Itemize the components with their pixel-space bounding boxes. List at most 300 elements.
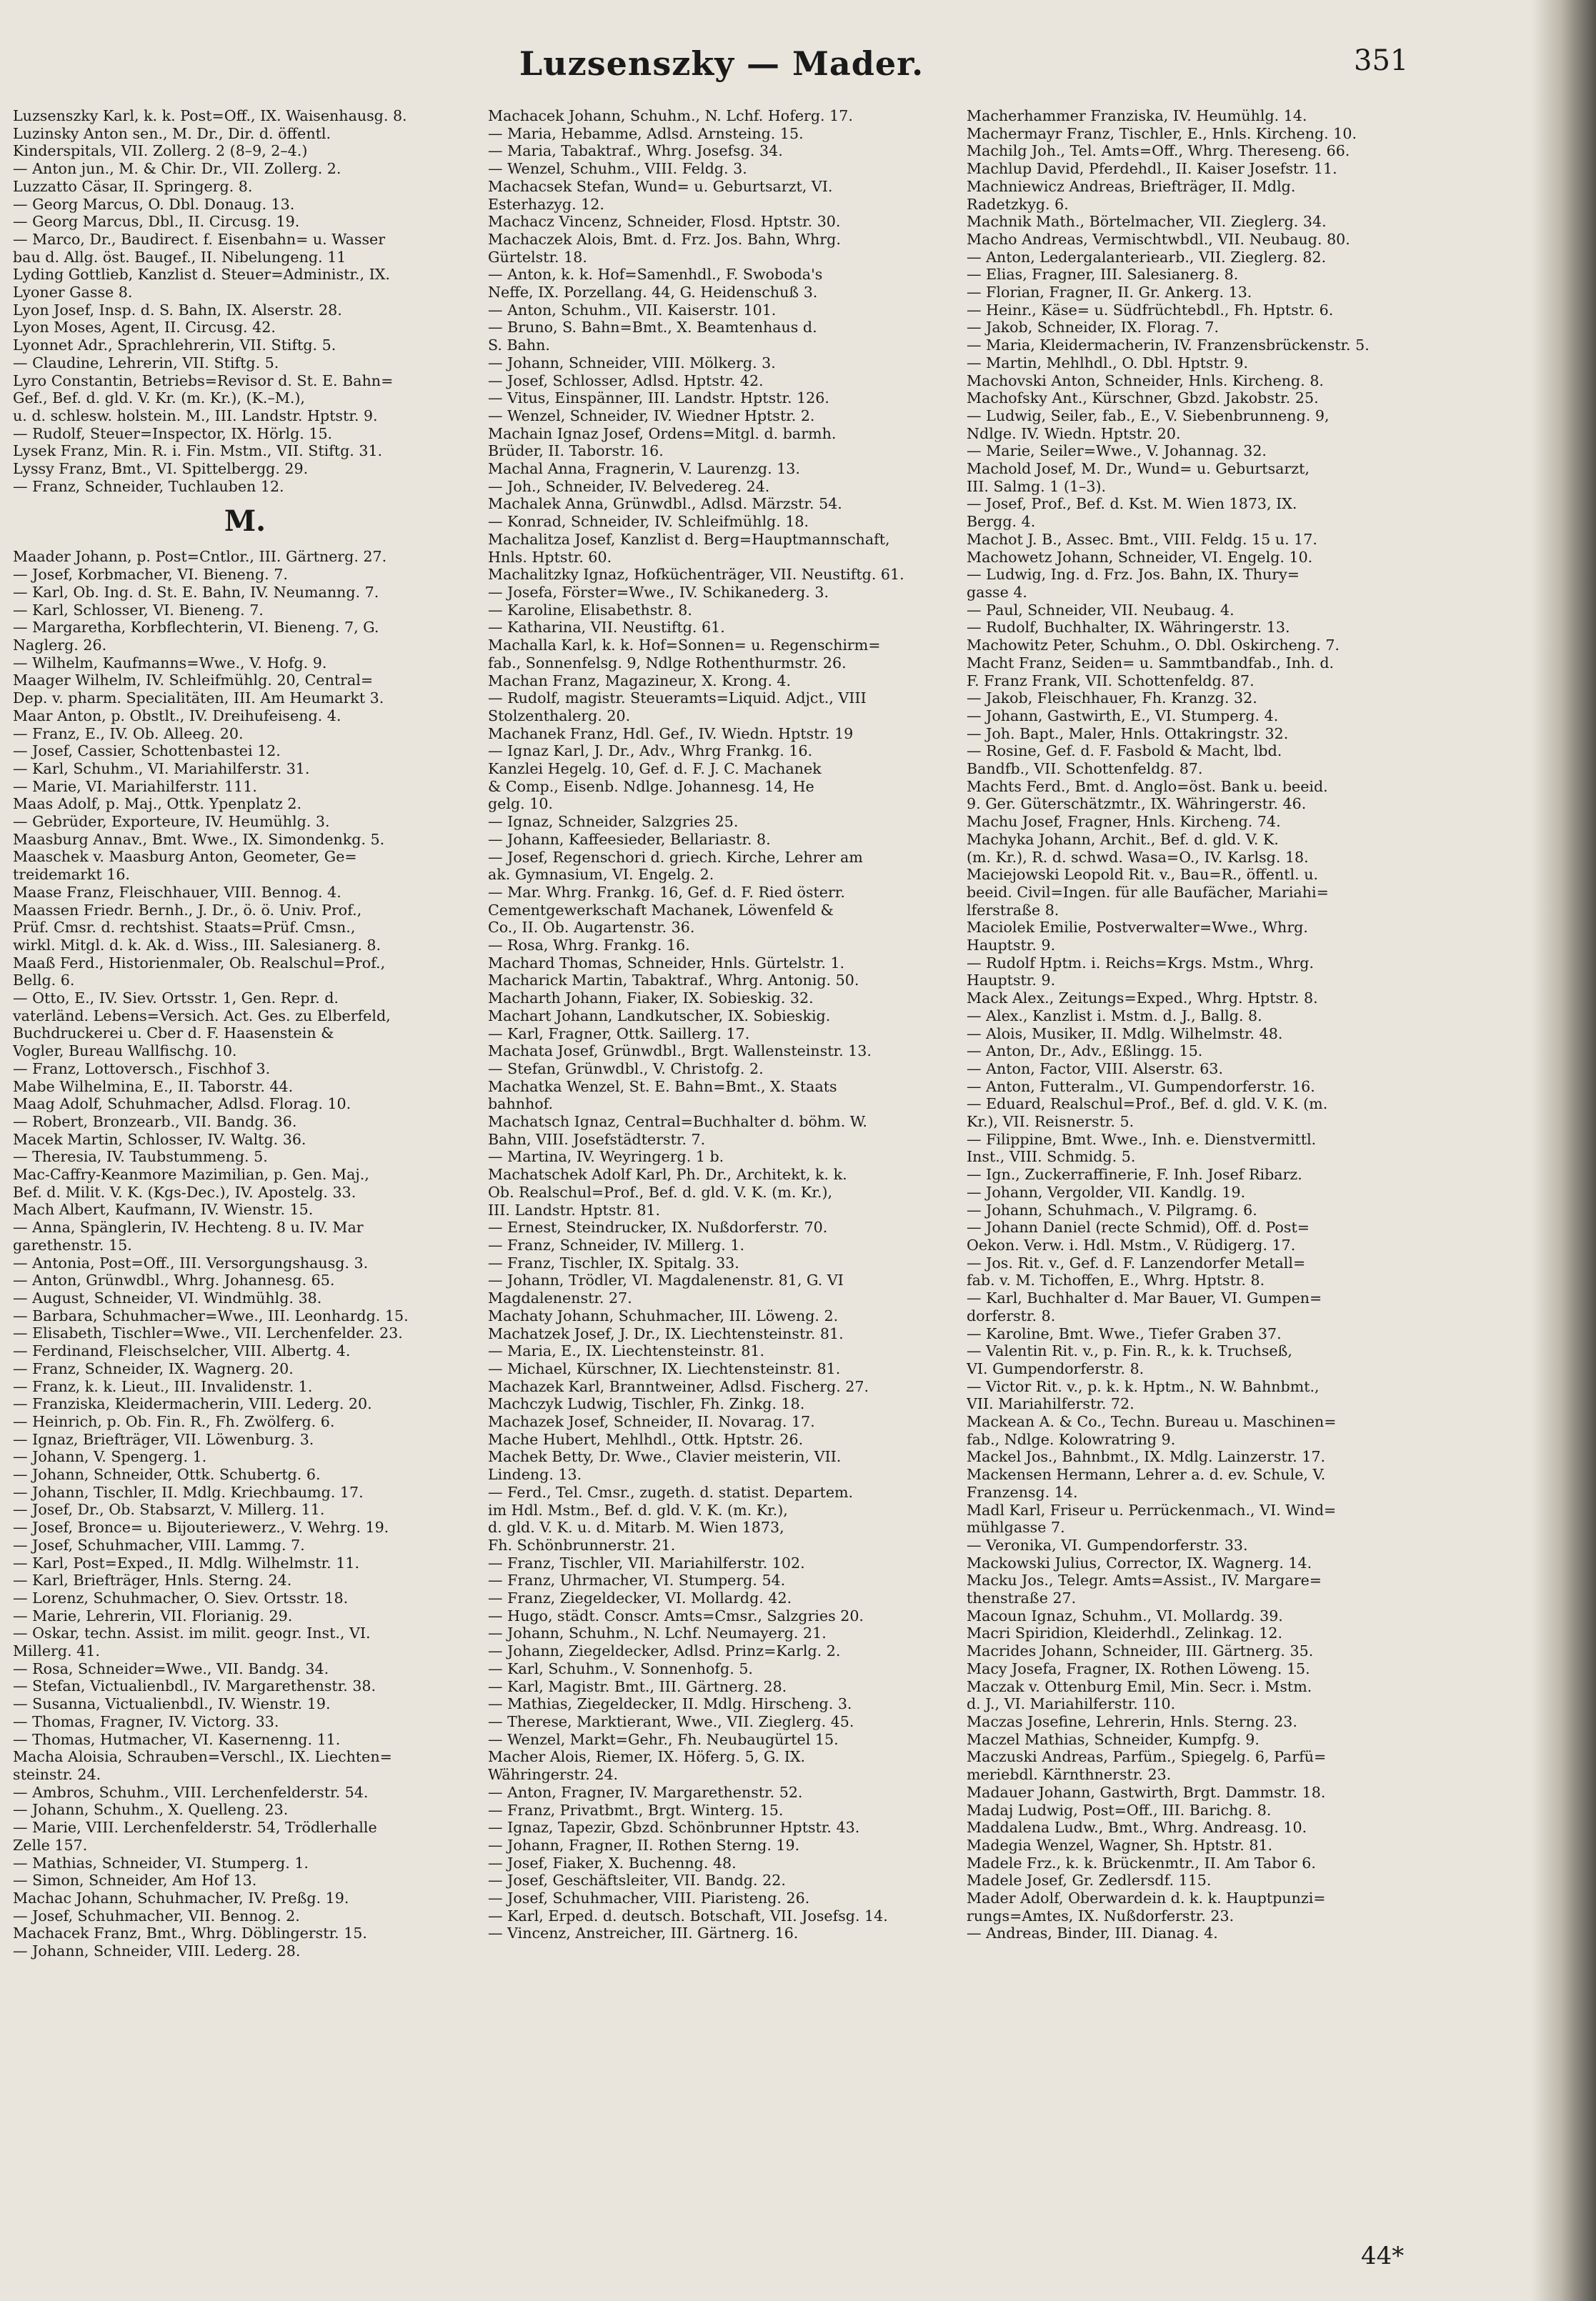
directory-entry-line: fab., Sonnenfelsg. 9, Ndlge Rothenthurmstr. 26.: [488, 654, 847, 672]
directory-entry-line: Machowitz Peter, Schuhm., O. Dbl. Oskircheng. 7.: [967, 637, 1340, 654]
directory-entry-line: — Josef, Schuhmacher, VIII. Lammg. 7.: [13, 1536, 305, 1554]
directory-entry-line: — Ign., Zuckerraffinerie, F. Inh. Josef Ribarz.: [967, 1166, 1302, 1184]
directory-entry-line: u. d. schlesw. holstein. M., III. Landstr. Hptstr. 9.: [13, 406, 378, 424]
directory-entry-line: — Maria, E., IX. Liechtensteinstr. 81.: [488, 1342, 764, 1360]
directory-entry-line: Machatka Wenzel, St. E. Bahn=Bmt., X. Staats: [488, 1077, 837, 1095]
directory-entry-line: Luzsenszky Karl, k. k. Post=Off., IX. Waisenhausg. 8.: [13, 107, 407, 124]
directory-entry-line: — Karoline, Elisabethstr. 8.: [488, 601, 692, 619]
directory-entry-line: — Vincenz, Anstreicher, III. Gärtnerg. 16.: [488, 1925, 799, 1942]
directory-entry-line: — Wenzel, Schneider, IV. Wiedner Hptstr. 2.: [488, 406, 815, 424]
directory-entry-line: thenstraße 27.: [967, 1589, 1077, 1607]
directory-entry-line: Macoun Ignaz, Schuhm., VI. Mollardg. 39.: [967, 1607, 1283, 1624]
directory-entry-line: — Johann, V. Spengerg. 1.: [13, 1448, 207, 1466]
directory-entry-line: Machard Thomas, Schneider, Hnls. Gürtelstr. 1.: [488, 954, 845, 972]
directory-entry-line: Inst., VIII. Schmidg. 5.: [967, 1148, 1136, 1166]
directory-entry-line: Bef. d. Milit. V. K. (Kgs-Dec.), IV. Apostelg. 33.: [13, 1183, 356, 1201]
directory-entry-line: Maager Wilhelm, IV. Schleifmühlg. 20, Central=: [13, 672, 374, 689]
directory-entry-line: — Karl, Buchhalter d. Mar Bauer, VI. Gumpen=: [967, 1289, 1322, 1307]
page-binding-edge: [1532, 0, 1596, 2301]
directory-entry-line: — Eduard, Realschul=Prof., Bef. d. gld. V. K. (m.: [967, 1095, 1328, 1113]
directory-entry-line: Magdalenenstr. 27.: [488, 1289, 632, 1307]
directory-entry-line: — Marie, VI. Mariahilferstr. 111.: [13, 777, 257, 795]
directory-entry-line: — Ignaz Karl, J. Dr., Adv., Whrg Frankg. 16.: [488, 742, 813, 760]
directory-entry-line: Macher Alois, Riemer, IX. Höferg. 5, G. IX.: [488, 1748, 806, 1766]
directory-entry-line: Machacek Johann, Schuhm., N. Lchf. Hoferg. 17.: [488, 107, 853, 124]
directory-entry-line: fab. v. M. Tichoffen, E., Whrg. Hptstr. 8.: [967, 1272, 1265, 1289]
directory-entry-line: Macht Franz, Seiden= u. Sammtbandfab., Inh. d.: [967, 654, 1335, 672]
directory-entry-line: Gef., Bef. d. gld. V. Kr. (m. Kr.), (K.–M.),: [13, 389, 305, 407]
directory-entry-line: bau d. Allg. öst. Baugef., II. Nibelungeng. 11: [13, 248, 346, 266]
directory-entry-line: steinstr. 24.: [13, 1765, 101, 1783]
directory-entry-line: — Thomas, Hutmacher, VI. Kasernenng. 11.: [13, 1730, 341, 1748]
directory-entry-line: — Franz, Tischler, IX. Spitalg. 33.: [488, 1254, 739, 1272]
directory-entry-line: — Marco, Dr., Baudirect. f. Eisenbahn= u. Wasser: [13, 230, 386, 248]
directory-entry-line: Lysek Franz, Min. R. i. Fin. Mstm., VII. Stiftg. 31.: [13, 442, 383, 460]
directory-entry-line: — Josef, Fiaker, X. Buchenng. 48.: [488, 1854, 737, 1872]
directory-entry-line: Ob. Realschul=Prof., Bef. d. gld. V. K. (m. Kr.),: [488, 1183, 833, 1201]
directory-entry-line: — Johann Daniel (recte Schmid), Off. d. Post=: [967, 1219, 1310, 1237]
directory-entry-line: Machold Josef, M. Dr., Wund= u. Geburtsarzt,: [967, 460, 1310, 478]
directory-entry-line: Machain Ignaz Josef, Ordens=Mitgl. d. barmh.: [488, 424, 837, 442]
directory-entry-line: — Josef, Schuhmacher, VIII. Piaristeng. 26.: [488, 1890, 810, 1907]
directory-entry-line: — Maria, Tabaktraf., Whrg. Josefsg. 34.: [488, 142, 783, 160]
directory-entry-line: Mabe Wilhelmina, E., II. Taborstr. 44.: [13, 1077, 294, 1095]
directory-entry-line: — Susanna, Victualienbdl., IV. Wienstr. 19.: [13, 1695, 331, 1713]
directory-entry-line: vaterländ. Lebens=Versich. Act. Ges. zu Elberfeld,: [13, 1007, 391, 1024]
directory-entry-line: Mader Adolf, Oberwardein d. k. k. Hauptpunzi=: [967, 1890, 1326, 1907]
directory-entry-line: Maczas Josefine, Lehrerin, Hnls. Sterng. 23.: [967, 1712, 1297, 1730]
directory-entry-line: — Margaretha, Korbflechterin, VI. Bieneng. 7, G.: [13, 619, 379, 637]
directory-entry-line: Machacsek Stefan, Wund= u. Geburtsarzt, VI.: [488, 177, 833, 195]
directory-entry-line: Machart Johann, Landkutscher, IX. Sobieskig.: [488, 1007, 831, 1024]
directory-entry-line: — Barbara, Schuhmacher=Wwe., III. Leonhardg. 15.: [13, 1307, 409, 1324]
directory-entry-line: Machaty Johann, Schuhmacher, III. Löweng. 2.: [488, 1307, 839, 1324]
directory-entry-line: Macha Aloisia, Schrauben=Verschl., IX. Liechten=: [13, 1748, 392, 1766]
directory-entry-line: Radetzkyg. 6.: [967, 195, 1069, 213]
directory-entry-line: — Johann, Schuhm., N. Lchf. Neumayerg. 21.: [488, 1624, 827, 1642]
directory-entry-line: Fh. Schönbrunnerstr. 21.: [488, 1536, 676, 1554]
directory-entry-line: Mackel Jos., Bahnbmt., IX. Mdlg. Lainzerstr. 17.: [967, 1448, 1326, 1466]
directory-entry-line: Maas Adolf, p. Maj., Ottk. Ypenplatz 2.: [13, 795, 302, 813]
directory-entry-line: im Hdl. Mstm., Bef. d. gld. V. K. (m. Kr.),: [488, 1501, 788, 1519]
directory-entry-line: Maader Johann, p. Post=Cntlor., III. Gärtnerg. 27.: [13, 548, 387, 566]
directory-entry-line: Mach Albert, Kaufmann, IV. Wienstr. 15.: [13, 1201, 314, 1219]
signature-mark: 44*: [1361, 2242, 1405, 2270]
directory-entry-line: Lindeng. 13.: [488, 1466, 582, 1484]
directory-entry-line: — Heinrich, p. Ob. Fin. R., Fh. Zwölferg. 6.: [13, 1412, 335, 1430]
directory-entry-line: Maczuski Andreas, Parfüm., Spiegelg. 6, Parfü=: [967, 1748, 1327, 1766]
directory-entry-line: Neffe, IX. Porzellang. 44, G. Heidenschuß 3.: [488, 284, 818, 301]
directory-entry-line: — Anton jun., M. & Chir. Dr., VII. Zollerg. 2.: [13, 160, 341, 178]
directory-entry-line: Franzensg. 14.: [967, 1483, 1078, 1501]
directory-entry-line: Esterhazyg. 12.: [488, 195, 604, 213]
column-left: [13, 107, 477, 2250]
directory-entry-line: Hauptstr. 9.: [967, 972, 1056, 989]
directory-entry-line: — Ludwig, Ing. d. Frz. Jos. Bahn, IX. Thury=: [967, 566, 1300, 584]
directory-entry-line: meriebdl. Kärnthnerstr. 23.: [967, 1766, 1172, 1784]
page-number: 351: [1354, 44, 1409, 77]
directory-entry-line: & Comp., Eisenb. Ndlge. Johannesg. 14, He: [488, 777, 814, 795]
directory-entry-line: — Jos. Rit. v., Gef. d. F. Lanzendorfer Metall=: [967, 1254, 1306, 1272]
directory-entry-line: Machilg Joh., Tel. Amts=Off., Whrg. Thereseng. 66.: [967, 142, 1350, 160]
directory-entry-line: — Karl, Schuhm., VI. Mariahilferstr. 31.: [13, 759, 310, 777]
directory-entry-line: Maase Franz, Fleischhauer, VIII. Bennog. 4.: [13, 883, 341, 901]
directory-entry-line: — Franz, Ziegeldecker, VI. Mollardg. 42.: [488, 1589, 792, 1607]
directory-entry-line: Machovski Anton, Schneider, Hnls. Kircheng. 8.: [967, 371, 1324, 389]
directory-entry-line: — Josef, Schuhmacher, VII. Bennog. 2.: [13, 1907, 300, 1925]
directory-entry-line: Bergg. 4.: [967, 513, 1036, 531]
directory-entry-line: Maddalena Ludw., Bmt., Whrg. Andreasg. 10.: [967, 1819, 1307, 1837]
directory-entry-line: Madele Josef, Gr. Zedlersdf. 115.: [967, 1872, 1212, 1890]
directory-entry-line: — Johann, Gastwirth, E., VI. Stumperg. 4.: [967, 707, 1279, 724]
directory-entry-line: Machalla Karl, k. k. Hof=Sonnen= u. Regenschirm=: [488, 637, 881, 654]
directory-entry-line: — Franz, Schneider, IX. Wagnerg. 20.: [13, 1359, 294, 1377]
directory-entry-line: Oekon. Verw. i. Hdl. Mstm., V. Rüdigerg. 17.: [967, 1237, 1296, 1254]
directory-entry-line: — Rosine, Gef. d. F. Fasbold & Macht, lbd.: [967, 742, 1282, 760]
directory-entry-line: Prüf. Cmsr. d. rechtshist. Staats=Prüf. Cmsn.,: [13, 919, 356, 937]
directory-entry-line: Macku Jos., Telegr. Amts=Assist., IV. Margare=: [967, 1572, 1322, 1589]
page-header-title: Luzsenszky — Mader.: [519, 44, 924, 83]
directory-entry-line: Machatsch Ignaz, Central=Buchhalter d. böhm. W.: [488, 1113, 867, 1131]
directory-entry-line: beeid. Civil=Ingen. für alle Baufächer, Mariahi=: [967, 883, 1329, 901]
directory-entry-line: VII. Mariahilferstr. 72.: [967, 1395, 1134, 1413]
directory-entry-line: — Ferdinand, Fleischselcher, VIII. Albertg. 4.: [13, 1342, 351, 1360]
directory-entry-line: Mackensen Hermann, Lehrer a. d. ev. Schule, V.: [967, 1466, 1326, 1484]
directory-entry-line: Madele Frz., k. k. Brückenmtr., II. Am Tabor 6.: [967, 1854, 1316, 1872]
directory-entry-line: Mackean A. & Co., Techn. Bureau u. Maschinen=: [967, 1413, 1337, 1431]
directory-entry-line: Machalek Anna, Grünwdbl., Adlsd. Märzstr. 54.: [488, 495, 842, 513]
directory-entry-line: III. Landstr. Hptstr. 81.: [488, 1201, 661, 1219]
directory-entry-line: Mache Hubert, Mehlhdl., Ottk. Hptstr. 26.: [488, 1430, 804, 1448]
directory-entry-line: 9. Ger. Güterschätzmtr., IX. Währingerstr. 46.: [967, 795, 1307, 813]
directory-entry-line: Maasburg Annav., Bmt. Wwe., IX. Simondenkg. 5.: [13, 830, 385, 848]
directory-entry-line: Dep. v. pharm. Specialitäten, III. Am Heumarkt 3.: [13, 689, 384, 707]
directory-entry-line: — Bruno, S. Bahn=Bmt., X. Beamtenhaus d.: [488, 319, 817, 336]
directory-entry-line: — Martin, Mehlhdl., O. Dbl. Hptstr. 9.: [967, 354, 1249, 371]
directory-entry-line: — Maria, Hebamme, Adlsd. Arnsteing. 15.: [488, 124, 804, 142]
directory-entry-line: — Johann, Schuhmach., V. Pilgramg. 6.: [967, 1201, 1257, 1219]
directory-entry-line: — Rosa, Schneider=Wwe., VII. Bandg. 34.: [13, 1659, 329, 1677]
directory-entry-line: — Jakob, Schneider, IX. Florag. 7.: [967, 319, 1220, 336]
directory-entry-line: — Franz, Privatbmt., Brgt. Winterg. 15.: [488, 1801, 784, 1819]
directory-entry-line: Buchdruckerei u. Cber d. F. Haasenstein &: [13, 1024, 334, 1042]
directory-entry-line: — Elisabeth, Tischler=Wwe., VII. Lerchenfelder. 23.: [13, 1324, 403, 1342]
directory-entry-line: — Hugo, städt. Conscr. Amts=Cmsr., Salzgries 20.: [488, 1607, 864, 1624]
directory-entry-line: Kanzlei Hegelg. 10, Gef. d. F. J. C. Machanek: [488, 760, 822, 778]
directory-entry-line: Machts Ferd., Bmt. d. Anglo=öst. Bank u. beeid.: [967, 777, 1328, 795]
directory-entry-line: — Otto, E., IV. Siev. Ortsstr. 1, Gen. Repr. d.: [13, 989, 339, 1007]
directory-entry-line: Lyro Constantin, Betriebs=Revisor d. St. E. Bahn=: [13, 371, 394, 389]
directory-entry-line: Luzinsky Anton sen., M. Dr., Dir. d. öffentl.: [13, 124, 331, 142]
directory-entry-line: Lyoner Gasse 8.: [13, 284, 133, 301]
directory-entry-line: — Marie, VIII. Lerchenfelderstr. 54, Trödlerhalle: [13, 1819, 377, 1837]
directory-entry-line: Machofsky Ant., Kürschner, Gbzd. Jakobstr. 25.: [967, 389, 1319, 407]
column-right: [967, 107, 1444, 2250]
directory-entry-line: — Johann, Schuhm., X. Quelleng. 23.: [13, 1801, 289, 1819]
directory-entry-line: — Johann, Kaffeesieder, Bellariastr. 8.: [488, 830, 771, 848]
directory-entry-line: — Andreas, Binder, III. Dianag. 4.: [967, 1925, 1218, 1942]
directory-entry-line: Kr.), VII. Reisnerstr. 5.: [967, 1113, 1134, 1131]
directory-entry-line: Machatzek Josef, J. Dr., IX. Liechtensteinstr. 81.: [488, 1324, 844, 1342]
directory-entry-line: — Ignaz, Schneider, Salzgries 25.: [488, 813, 739, 831]
directory-entry-line: — Karl, Schlosser, VI. Bieneng. 7.: [13, 601, 264, 619]
directory-entry-line: — Franz, E., IV. Ob. Alleeg. 20.: [13, 724, 244, 742]
directory-entry-line: — Johann, Trödler, VI. Magdalenenstr. 81, G. VI: [488, 1272, 844, 1289]
directory-entry-line: — Anton, Ledergalanteriearb., VII. Zieglerg. 82.: [967, 248, 1327, 266]
directory-entry-line: Maczak v. Ottenburg Emil, Min. Secr. i. Mstm.: [967, 1677, 1312, 1695]
directory-entry-line: Gürtelstr. 18.: [488, 248, 587, 266]
directory-entry-line: — Vitus, Einspänner, III. Landstr. Hptstr. 126.: [488, 389, 829, 407]
directory-entry-line: Co., II. Ob. Augartenstr. 36.: [488, 919, 695, 937]
directory-entry-line: — Ernest, Steindrucker, IX. Nußdorferstr. 70.: [488, 1219, 828, 1237]
directory-entry-line: — Ludwig, Seiler, fab., E., V. Siebenbrunneng. 9,: [967, 406, 1330, 424]
directory-entry-line: — Theresia, IV. Taubstummeng. 5.: [13, 1148, 268, 1166]
directory-entry-line: — Wenzel, Schuhm., VIII. Feldg. 3.: [488, 160, 747, 178]
directory-entry-line: — Karl, Fragner, Ottk. Saillerg. 17.: [488, 1024, 750, 1042]
directory-entry-line: — Michael, Kürschner, IX. Liechtensteinstr. 81.: [488, 1359, 841, 1377]
directory-entry-line: — Karl, Ob. Ing. d. St. E. Bahn, IV. Neumanng. 7.: [13, 583, 379, 601]
directory-entry-line: Bellg. 6.: [13, 972, 75, 989]
directory-entry-line: Madl Karl, Friseur u. Perrückenmach., VI. Wind=: [967, 1501, 1337, 1519]
directory-entry-line: — Stefan, Grünwdbl., V. Christofg. 2.: [488, 1059, 764, 1077]
directory-entry-line: Macharth Johann, Fiaker, IX. Sobieskig. 32.: [488, 989, 814, 1007]
directory-entry-line: — Franz, Schneider, IV. Millerg. 1.: [488, 1237, 745, 1254]
directory-entry-line: Macek Martin, Schlosser, IV. Waltg. 36.: [13, 1130, 306, 1148]
directory-entry-line: Machal Anna, Fragnerin, V. Laurenzg. 13.: [488, 460, 800, 478]
directory-entry-line: — Rudolf, Buchhalter, IX. Währingerstr. 13.: [967, 619, 1290, 637]
directory-entry-line: Machata Josef, Grünwdbl., Brgt. Wallensteinstr. 13.: [488, 1042, 872, 1060]
directory-entry-line: — Claudine, Lehrerin, VII. Stiftg. 5.: [13, 354, 279, 371]
directory-entry-line: Macharick Martin, Tabaktraf., Whrg. Antonig. 50.: [488, 972, 859, 989]
directory-entry-line: Macherhammer Franziska, IV. Heumühlg. 14.: [967, 107, 1307, 124]
directory-entry-line: — Marie, Lehrerin, VII. Florianig. 29.: [13, 1607, 293, 1624]
directory-entry-line: — Ignaz, Briefträger, VII. Löwenburg. 3.: [13, 1430, 314, 1448]
directory-entry-line: — Johann, Schneider, Ottk. Schubertg. 6.: [13, 1466, 321, 1484]
directory-entry-line: — Anton, Dr., Adv., Eßlingg. 15.: [967, 1042, 1203, 1060]
directory-entry-line: Madaj Ludwig, Post=Off., III. Barichg. 8.: [967, 1801, 1272, 1819]
directory-entry-line: Machacek Franz, Bmt., Whrg. Döblingerstr. 15.: [13, 1925, 367, 1942]
directory-entry-line: — Joh. Bapt., Maler, Hnls. Ottakringstr. 32.: [967, 724, 1289, 742]
directory-entry-line: — Anton, Factor, VIII. Alserstr. 63.: [967, 1059, 1224, 1077]
directory-entry-line: — Gebrüder, Exporteure, IV. Heumühlg. 3.: [13, 813, 330, 831]
directory-entry-line: — Mathias, Schneider, VI. Stumperg. 1.: [13, 1854, 309, 1872]
directory-entry-line: — Thomas, Fragner, IV. Victorg. 33.: [13, 1712, 279, 1730]
directory-entry-line: Vogler, Bureau Wallfischg. 10.: [13, 1042, 237, 1060]
directory-entry-line: — Karl, Post=Exped., II. Mdlg. Wilhelmstr. 11.: [13, 1554, 359, 1572]
directory-entry-line: — Josef, Dr., Ob. Stabsarzt, V. Millerg. 11.: [13, 1501, 325, 1519]
directory-entry-line: Machalitza Josef, Kanzlist d. Berg=Hauptmannschaft,: [488, 530, 890, 548]
directory-entry-line: — Anton, k. k. Hof=Samenhdl., F. Swoboda's: [488, 266, 823, 284]
directory-entry-line: mühlgasse 7.: [967, 1519, 1065, 1537]
directory-entry-line: — Johann, Ziegeldecker, Adlsd. Prinz=Karlg. 2.: [488, 1642, 841, 1660]
directory-entry-line: — Anton, Grünwdbl., Whrg. Johannesg. 65.: [13, 1272, 335, 1289]
directory-entry-line: — Maria, Kleidermacherin, IV. Franzensbrückenstr. 5.: [967, 336, 1370, 354]
directory-entry-line: Lyonnet Adr., Sprachlehrerin, VII. Stiftg. 5.: [13, 336, 336, 354]
directory-entry-line: — Franziska, Kleidermacherin, VIII. Lederg. 20.: [13, 1395, 372, 1413]
directory-entry-line: Hauptstr. 9.: [967, 937, 1056, 954]
directory-entry-line: Machyka Johann, Archit., Bef. d. gld. V. K.: [967, 830, 1279, 848]
directory-entry-line: Machot J. B., Assec. Bmt., VIII. Feldg. 15 u. 17.: [967, 530, 1317, 548]
directory-entry-line: — Alex., Kanzlist i. Mstm. d. J., Ballg. 8.: [967, 1007, 1262, 1024]
directory-entry-line: — Valentin Rit. v., p. Fin. R., k. k. Truchseß,: [967, 1342, 1292, 1360]
directory-entry-line: — Karl, Schuhm., V. Sonnenhofg. 5.: [488, 1659, 753, 1677]
directory-entry-line: Mac-Caffry-Keanmore Mazimilian, p. Gen. Maj.,: [13, 1166, 369, 1184]
directory-entry-line: — Rudolf, Steuer=Inspector, IX. Hörlg. 15.: [13, 424, 333, 442]
directory-entry-line: — Rudolf, magistr. Steueramts=Liquid. Adjct., VIII: [488, 689, 867, 707]
directory-entry-line: lferstraße 8.: [967, 901, 1059, 919]
directory-entry-line: — Rosa, Whrg. Frankg. 16.: [488, 937, 690, 954]
directory-entry-line: — Anton, Futteralm., VI. Gumpendorferstr. 16.: [967, 1077, 1315, 1095]
directory-entry-line: Machczyk Ludwig, Tischler, Fh. Zinkg. 18.: [488, 1395, 805, 1413]
directory-entry-line: Machanek Franz, Hdl. Gef., IV. Wiedn. Hptstr. 19: [488, 724, 854, 742]
directory-entry-line: Hnls. Hptstr. 60.: [488, 548, 612, 566]
directory-entry-line: — Lorenz, Schuhmacher, O. Siev. Ortsstr. 18.: [13, 1589, 349, 1607]
directory-entry-line: — Ambros, Schuhm., VIII. Lerchenfelderstr. 54.: [13, 1783, 369, 1801]
directory-entry-line: Machalitzky Ignaz, Hofküchenträger, VII. Neustiftg. 61.: [488, 566, 904, 584]
directory-entry-line: — Josef, Schlosser, Adlsd. Hptstr. 42.: [488, 371, 764, 389]
directory-entry-line: — Simon, Schneider, Am Hof 13.: [13, 1872, 257, 1890]
directory-entry-line: Machac Johann, Schuhmacher, IV. Preßg. 19.: [13, 1889, 349, 1907]
directory-entry-line: — Anna, Spänglerin, IV. Hechteng. 8 u. IV. Mar: [13, 1219, 364, 1237]
directory-entry-line: Bandfb., VII. Schottenfeldg. 87.: [967, 760, 1203, 778]
directory-entry-line: F. Franz Frank, VII. Schottenfeldg. 87.: [967, 672, 1255, 689]
directory-entry-line: Währingerstr. 24.: [488, 1766, 619, 1784]
directory-entry-line: Naglerg. 26.: [13, 636, 107, 654]
directory-entry-line: — Johann, Schneider, VIII. Mölkerg. 3.: [488, 354, 776, 371]
directory-entry-line: Maaschek v. Maasburg Anton, Geometer, Ge=: [13, 848, 357, 866]
directory-entry-line: d. gld. V. K. u. d. Mitarb. M. Wien 1873,: [488, 1519, 784, 1537]
directory-entry-line: garethenstr. 15.: [13, 1236, 132, 1254]
directory-entry-line: — Joh., Schneider, IV. Belvedereg. 24.: [488, 477, 770, 495]
directory-entry-line: Macho Andreas, Vermischtwbdl., VII. Neubaug. 80.: [967, 230, 1350, 248]
directory-entry-line: — Johann, Tischler, II. Mdlg. Kriechbaumg. 17.: [13, 1483, 364, 1501]
directory-entry-line: rungs=Amtes, IX. Nußdorferstr. 23.: [967, 1907, 1235, 1925]
directory-entry-line: — Johann, Vergolder, VII. Kandlg. 19.: [967, 1183, 1246, 1201]
directory-entry-line: Machniewicz Andreas, Briefträger, II. Mdlg.: [967, 177, 1296, 195]
directory-entry-line: — Jakob, Fleischhauer, Fh. Kranzg. 32.: [967, 689, 1257, 707]
directory-entry-line: — Franz, k. k. Lieut., III. Invalidenstr. 1.: [13, 1377, 313, 1395]
directory-entry-line: — Elias, Fragner, III. Salesianerg. 8.: [967, 266, 1239, 284]
directory-entry-line: dorferstr. 8.: [967, 1307, 1056, 1324]
directory-entry-line: — Georg Marcus, O. Dbl. Donaug. 13.: [13, 195, 295, 213]
directory-entry-line: — August, Schneider, VI. Windmühlg. 38.: [13, 1289, 322, 1307]
directory-entry-line: bahnhof.: [488, 1095, 554, 1113]
directory-entry-line: Cementgewerkschaft Machanek, Löwenfeld &: [488, 901, 834, 919]
directory-entry-line: Madegia Wenzel, Wagner, Sh. Hptstr. 81.: [967, 1836, 1273, 1854]
directory-entry-line: Machazek Karl, Branntweiner, Adlsd. Fischerg. 27.: [488, 1377, 869, 1395]
directory-entry-line: — Franz, Tischler, VII. Mariahilferstr. 102.: [488, 1554, 805, 1572]
directory-entry-line: — Karl, Briefträger, Hnls. Sterng. 24.: [13, 1572, 292, 1589]
directory-entry-line: — Josefa, Förster=Wwe., IV. Schikanederg. 3.: [488, 583, 829, 601]
directory-entry-line: — Josef, Korbmacher, VI. Bieneng. 7.: [13, 566, 288, 584]
directory-entry-line: — Martina, IV. Weyringerg. 1 b.: [488, 1148, 724, 1166]
directory-entry-line: Millerg. 41.: [13, 1642, 100, 1660]
directory-entry-line: — Georg Marcus, Dbl., II. Circusg. 19.: [13, 213, 300, 231]
directory-entry-line: Maciolek Emilie, Postverwalter=Wwe., Whrg.: [967, 919, 1308, 937]
directory-entry-line: — Karl, Erped. d. deutsch. Botschaft, VII. Josefsg. 14.: [488, 1907, 888, 1925]
directory-entry-line: Machacz Vincenz, Schneider, Flosd. Hptstr. 30.: [488, 213, 841, 231]
directory-entry-line: — Rudolf Hptm. i. Reichs=Krgs. Mstm., Whrg.: [967, 954, 1315, 972]
section-letter-heading: M.: [224, 504, 266, 539]
directory-entry-line: Maag Adolf, Schuhmacher, Adlsd. Florag. 10.: [13, 1095, 351, 1113]
directory-entry-line: — Florian, Fragner, II. Gr. Ankerg. 13.: [967, 284, 1252, 301]
column-middle: [488, 107, 959, 2250]
directory-entry-line: — Paul, Schneider, VII. Neubaug. 4.: [967, 601, 1235, 619]
directory-entry-line: Maar Anton, p. Obstlt., IV. Dreihufeiseng. 4.: [13, 707, 341, 724]
directory-entry-line: — Marie, Seiler=Wwe., V. Johannag. 32.: [967, 442, 1267, 460]
directory-entry-line: — Mar. Whrg. Frankg. 16, Gef. d. F. Ried österr.: [488, 883, 845, 901]
directory-entry-line: Mack Alex., Zeitungs=Exped., Whrg. Hptstr. 8.: [967, 989, 1318, 1007]
directory-entry-line: Machazek Josef, Schneider, II. Novarag. 17.: [488, 1413, 815, 1431]
directory-entry-line: wirkl. Mitgl. d. k. Ak. d. Wiss., III. Salesianerg. 8.: [13, 936, 381, 954]
directory-entry-line: — Veronika, VI. Gumpendorferstr. 33.: [967, 1536, 1248, 1554]
directory-entry-line: Maassen Friedr. Bernh., J. Dr., ö. ö. Univ. Prof.,: [13, 901, 362, 919]
directory-entry-line: Maczel Mathias, Schneider, Kumpfg. 9.: [967, 1730, 1260, 1748]
directory-entry-line: — Alois, Musiker, II. Mdlg. Wilhelmstr. 48.: [967, 1024, 1283, 1042]
directory-entry-line: — Stefan, Victualienbdl., IV. Margarethenstr. 38.: [13, 1677, 376, 1695]
directory-entry-line: — Filippine, Bmt. Wwe., Inh. e. Dienstvermittl.: [967, 1130, 1317, 1148]
directory-entry-line: gasse 4.: [967, 583, 1027, 601]
directory-entry-line: (m. Kr.), R. d. schwd. Wasa=O., IV. Karlsg. 18.: [967, 848, 1309, 866]
directory-entry-line: gelg. 10.: [488, 795, 553, 813]
directory-entry-line: — Franz, Schneider, Tuchlauben 12.: [13, 477, 284, 495]
directory-entry-line: — Victor Rit. v., p. k. k. Hptm., N. W. Bahnbmt.,: [967, 1377, 1320, 1395]
directory-entry-line: Zelle 157.: [13, 1836, 88, 1854]
directory-entry-line: VI. Gumpendorferstr. 8.: [967, 1359, 1144, 1377]
directory-entry-line: — Mathias, Ziegeldecker, II. Mdlg. Hirscheng. 3.: [488, 1695, 852, 1713]
directory-entry-line: Lyssy Franz, Bmt., VI. Spittelbergg. 29.: [13, 460, 309, 478]
directory-entry-line: Ndlge. IV. Wiedn. Hptstr. 20.: [967, 424, 1181, 442]
directory-entry-line: Bahn, VIII. Josefstädterstr. 7.: [488, 1130, 706, 1148]
directory-entry-line: Lyon Josef, Insp. d. S. Bahn, IX. Alserstr. 28.: [13, 301, 342, 319]
directory-entry-line: Machowetz Johann, Schneider, VI. Engelg. 10.: [967, 548, 1313, 566]
directory-entry-line: — Katharina, VII. Neustiftg. 61.: [488, 619, 725, 637]
directory-entry-line: d. J., VI. Mariahilferstr. 110.: [967, 1695, 1176, 1713]
directory-entry-line: III. Salmg. 1 (1–3).: [967, 477, 1107, 495]
directory-entry-line: — Johann, Fragner, II. Rothen Sterng. 19.: [488, 1836, 800, 1854]
directory-entry-line: — Ferd., Tel. Cmsr., zugeth. d. statist. Departem.: [488, 1483, 854, 1501]
directory-entry-line: — Karl, Magistr. Bmt., III. Gärtnerg. 28.: [488, 1677, 787, 1695]
directory-entry-line: Macri Spiridion, Kleiderhdl., Zelinkag. 12.: [967, 1624, 1283, 1642]
directory-entry-line: Machatschek Adolf Karl, Ph. Dr., Architekt, k. k.: [488, 1166, 847, 1184]
directory-entry-line: Maaß Ferd., Historienmaler, Ob. Realschul=Prof.,: [13, 954, 386, 972]
directory-entry-line: Machaczek Alois, Bmt. d. Frz. Jos. Bahn, Whrg.: [488, 230, 841, 248]
directory-entry-line: — Wilhelm, Kaufmanns=Wwe., V. Hofg. 9.: [13, 654, 327, 672]
directory-entry-line: — Josef, Bronce= u. Bijouteriewerz., V. Wehrg. 19.: [13, 1519, 389, 1537]
directory-entry-line: — Josef, Cassier, Schottenbastei 12.: [13, 742, 281, 760]
directory-entry-line: — Therese, Marktierant, Wwe., VII. Zieglerg. 45.: [488, 1712, 854, 1730]
directory-entry-line: S. Bahn.: [488, 336, 550, 354]
directory-entry-line: Stolzenthalerg. 20.: [488, 707, 631, 724]
directory-entry-line: Lyon Moses, Agent, II. Circusg. 42.: [13, 319, 276, 336]
directory-entry-line: Machu Josef, Fragner, Hnls. Kircheng. 74.: [967, 813, 1281, 831]
directory-entry-line: Brüder, II. Taborstr. 16.: [488, 442, 664, 460]
directory-entry-line: — Heinr., Käse= u. Südfrüchtebdl., Fh. Hptstr. 6.: [967, 301, 1334, 319]
directory-entry-line: Lyding Gottlieb, Kanzlist d. Steuer=Administr., IX.: [13, 266, 390, 284]
directory-entry-line: Machan Franz, Magazineur, X. Krong. 4.: [488, 672, 792, 689]
directory-entry-line: Macrides Johann, Schneider, III. Gärtnerg. 35.: [967, 1642, 1314, 1660]
directory-entry-line: Machlup David, Pferdehdl., II. Kaiser Josefstr. 11.: [967, 160, 1337, 178]
directory-entry-line: — Anton, Schuhm., VII. Kaiserstr. 101.: [488, 301, 777, 319]
directory-entry-line: — Karoline, Bmt. Wwe., Tiefer Graben 37.: [967, 1324, 1282, 1342]
directory-entry-line: — Franz, Uhrmacher, VI. Stumperg. 54.: [488, 1572, 786, 1589]
directory-entry-line: Macy Josefa, Fragner, IX. Rothen Löweng. 15.: [967, 1659, 1310, 1677]
directory-entry-line: — Antonia, Post=Off., III. Versorgungshausg. 3.: [13, 1254, 369, 1272]
directory-entry-line: Mackowski Julius, Corrector, IX. Wagnerg. 14.: [967, 1554, 1312, 1572]
directory-entry-line: Machnik Math., Börtelmacher, VII. Zieglerg. 34.: [967, 213, 1327, 231]
directory-entry-line: Machek Betty, Dr. Wwe., Clavier meisterin, VII.: [488, 1448, 842, 1466]
directory-entry-line: — Robert, Bronzearb., VII. Bandg. 36.: [13, 1112, 297, 1130]
